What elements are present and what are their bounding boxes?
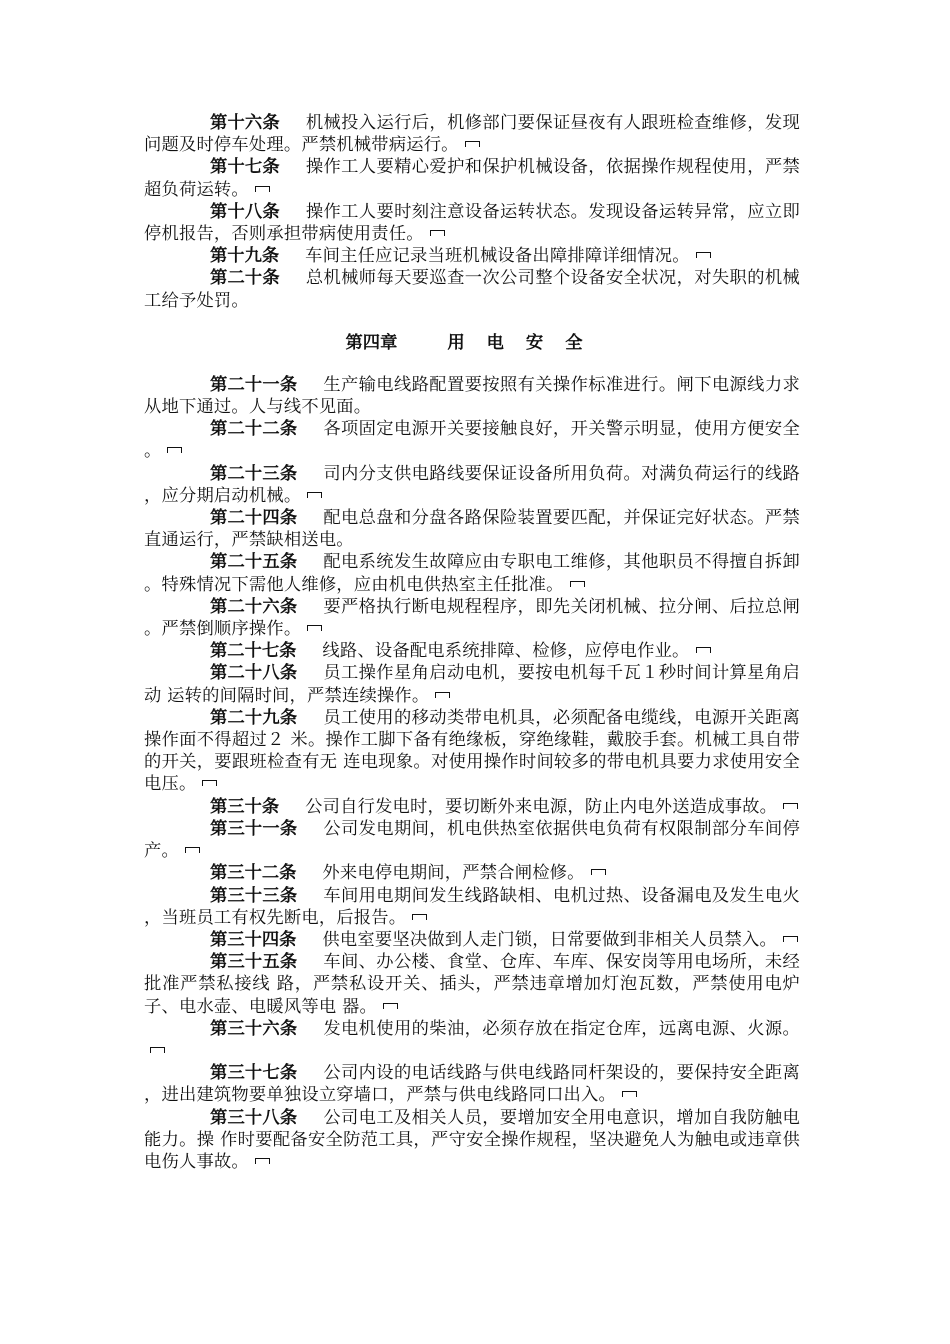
article-text: 公司发电期间，机电供热室依据供电负荷有权限制部分车间停 产。 bbox=[144, 818, 800, 862]
article-number: 第二十六条 bbox=[210, 596, 298, 617]
article-25 bbox=[144, 551, 800, 595]
article-35 bbox=[144, 951, 800, 1018]
return-mark-icon bbox=[622, 1091, 637, 1097]
article-number: 第三十三条 bbox=[210, 885, 298, 906]
article-number: 第二十七条 bbox=[210, 641, 297, 662]
return-mark-icon bbox=[783, 803, 798, 809]
article-18 bbox=[144, 201, 800, 245]
article-number: 第十八条 bbox=[210, 201, 280, 222]
article-text: 线路、设备配电系统排障、检修，应停电作业。 bbox=[322, 641, 690, 662]
article-number: 第十六条 bbox=[210, 113, 280, 133]
article-number: 第二十九条 bbox=[210, 707, 298, 728]
return-mark-icon bbox=[307, 492, 322, 498]
article-27 bbox=[144, 640, 800, 662]
article-text: 发电机使用的柴油，必须存放在指定仓库，远离电源、火源。 bbox=[323, 1018, 800, 1039]
article-number: 第三十六条 bbox=[210, 1018, 298, 1039]
article-text: 机械投入运行后，机修部门要保证昼夜有人跟班检查维修，发现 问题及时停车处理。严禁机械带病运行。 bbox=[144, 113, 800, 156]
article-34 bbox=[144, 929, 800, 951]
article-text: 配电总盘和分盘各路保险装置要匹配，并保证完好状态。严禁 直通运行，严禁缺相送电。 bbox=[144, 508, 800, 551]
article-text: 各项固定电源开关要接触良好，开关警示明显，使用方便安全 。 bbox=[144, 419, 800, 462]
article-number: 第十九条 bbox=[210, 246, 280, 267]
article-text: 生产输电线路配置要按照有关操作标准进行。闸下电源线力求 从地下通过。人与线不见面。 bbox=[144, 374, 800, 418]
article-21 bbox=[144, 374, 800, 418]
return-mark-icon bbox=[591, 869, 606, 875]
return-mark-icon bbox=[430, 230, 445, 236]
return-mark-icon bbox=[696, 252, 711, 258]
article-number: 第二十条 bbox=[210, 268, 280, 289]
article-text: 车间、办公楼、食堂、仓库、车库、保安岗等用电场所，未经 批准严禁私接线 路，严禁私设开关、插头，严禁违章增加灯泡瓦数，严禁使用电炉子、电水壶、电暖风等电 器。 bbox=[144, 952, 800, 1017]
article-number: 第三十八条 bbox=[210, 1107, 298, 1128]
return-mark-icon bbox=[202, 780, 217, 786]
section-electricity-articles bbox=[144, 374, 800, 1173]
return-mark-icon bbox=[383, 1003, 398, 1009]
article-17 bbox=[144, 156, 800, 200]
article-number: 第三十四条 bbox=[210, 929, 297, 950]
article-30 bbox=[144, 796, 800, 818]
article-text: 公司内设的电话线路与供电线路同杆架设的，要保持安全距离 ，进出建筑物要单独设立穿墙口，严禁与供电线路同口出入。 bbox=[144, 1063, 800, 1106]
article-text: 总机械师每天要巡查一次公司整个设备安全状况，对失职的机械 工给予处罚。 bbox=[144, 268, 800, 311]
article-text: 外来电停电期间，严禁合闸检修。 bbox=[322, 863, 585, 884]
return-mark-icon bbox=[783, 936, 798, 942]
article-37 bbox=[144, 1062, 800, 1106]
article-number: 第三十五条 bbox=[210, 952, 298, 973]
article-20 bbox=[144, 267, 800, 311]
article-36 bbox=[144, 1018, 800, 1062]
return-mark-icon bbox=[255, 186, 270, 192]
article-text: 车间用电期间发生线路缺相、电机过热、设备漏电及发生电火 ，当班员工有权先断电，后报告。 bbox=[144, 885, 800, 928]
article-31 bbox=[144, 818, 800, 862]
article-text: 员工操作星角启动电机，要按电机每千瓦１秒时间计算星角启动 运转的间隔时间，严禁连续操作。 bbox=[144, 663, 800, 706]
article-number: 第二十三条 bbox=[210, 463, 298, 484]
article-text: 供电室要坚决做到人走门锁，日常要做到非相关人员禁入。 bbox=[322, 929, 777, 950]
return-mark-icon bbox=[307, 625, 322, 631]
section-machinery-articles bbox=[144, 112, 800, 312]
article-number: 第三十二条 bbox=[210, 863, 297, 884]
article-22 bbox=[144, 418, 800, 462]
article-16 bbox=[144, 112, 800, 156]
article-33 bbox=[144, 885, 800, 929]
article-number: 第二十一条 bbox=[210, 374, 298, 395]
chapter-number: 第四章 bbox=[345, 332, 398, 353]
article-text: 公司自行发电时，要切断外来电源，防止内电外送造成事故。 bbox=[305, 796, 778, 817]
chapter-heading bbox=[144, 330, 800, 356]
return-mark-icon bbox=[150, 1047, 165, 1053]
article-number: 第十七条 bbox=[210, 157, 280, 178]
return-mark-icon bbox=[435, 692, 450, 698]
chapter-title: 用电安全 bbox=[447, 332, 605, 353]
article-text: 司内分支供电路线要保证设备所用负荷。对满负荷运行的线路 ，应分期启动机械。 bbox=[144, 463, 800, 506]
article-text: 要严格执行断电规程程序，即先关闭机械、拉分闸、后拉总闸 。严禁倒顺序操作。 bbox=[144, 596, 800, 640]
article-text: 操作工人要时刻注意设备运转状态。发现设备运转异常，应立即 停机报告，否则承担带病使用责任。 bbox=[144, 201, 800, 245]
article-number: 第二十八条 bbox=[210, 663, 298, 684]
article-number: 第二十五条 bbox=[210, 552, 298, 573]
return-mark-icon bbox=[465, 141, 480, 147]
article-text: 车间主任应记录当班机械设备出障排障详细情况。 bbox=[305, 246, 690, 267]
return-mark-icon bbox=[412, 914, 427, 920]
article-32 bbox=[144, 862, 800, 884]
return-mark-icon bbox=[167, 447, 182, 453]
article-24 bbox=[144, 507, 800, 551]
article-text: 公司电工及相关人员，要增加安全用电意识，增加自我防触电 能力。操 作时要配备安全防范工具，严守安全操作规程，坚决避免人为触电或违章供电伤人事故。 bbox=[144, 1107, 800, 1172]
article-number: 第三十七条 bbox=[210, 1063, 298, 1084]
article-38 bbox=[144, 1107, 800, 1174]
return-mark-icon bbox=[255, 1158, 270, 1164]
return-mark-icon bbox=[696, 647, 711, 653]
article-number: 第二十二条 bbox=[210, 419, 298, 440]
article-23 bbox=[144, 463, 800, 507]
article-29 bbox=[144, 707, 800, 796]
article-19 bbox=[144, 245, 800, 267]
return-mark-icon bbox=[185, 847, 200, 853]
article-number: 第二十四条 bbox=[210, 508, 298, 529]
article-text: 操作工人要精心爱护和保护机械设备，依据操作规程使用，严禁 超负荷运转。 bbox=[144, 157, 800, 200]
article-28 bbox=[144, 662, 800, 706]
return-mark-icon bbox=[570, 581, 585, 587]
article-text: 配电系统发生故障应由专职电工维修，其他职员不得擅自拆卸 。特殊情况下需他人维修，应由机电供热室主任批准。 bbox=[144, 552, 800, 595]
article-text: 员工使用的移动类带电机具，必须配备电缆线，电源开关距离 操作面不得超过２ 米。操作工脚下备有绝缘板，穿绝缘鞋，戴胶手套。机械工具自带的开关，要跟班检查有无 连电现象。对使用操作时间较多的带电机具要力求使用安全电压。 bbox=[144, 707, 800, 795]
article-26 bbox=[144, 596, 800, 640]
article-number: 第三十一条 bbox=[210, 818, 298, 839]
article-number: 第三十条 bbox=[210, 796, 280, 817]
